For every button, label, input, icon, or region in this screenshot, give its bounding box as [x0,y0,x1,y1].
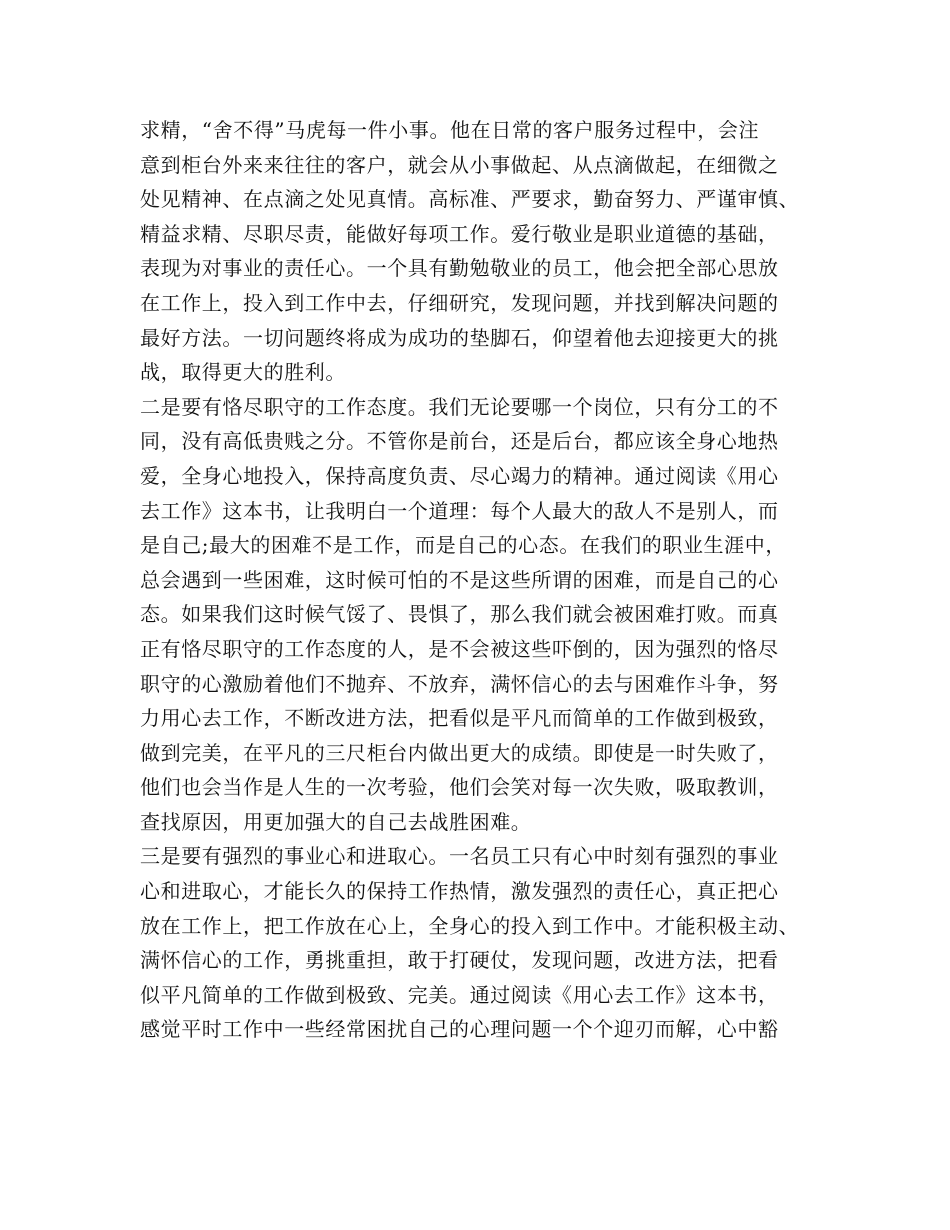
text-line: 力用心去工作，不断改进方法，把看似是平凡而简单的工作做到极致， [140,706,779,731]
text-line: 感觉平时工作中一些经常困扰自己的心理问题一个个迎刃而解，心中豁 [140,1017,779,1042]
text-line: 最好方法。一切问题终将成为成功的垫脚石，仰望着他去迎接更大的挑 [140,325,779,350]
text-line: 满怀信心的工作，勇挑重担，敢于打硬仗，发现问题，改进方法，把看 [140,948,779,973]
text-line: 放在工作上，把工作放在心上，全身心的投入到工作中。才能积极主动、 [140,913,800,938]
text-line: 态。如果我们这时候气馁了、畏惧了，那么我们就会被困难打败。而真 [140,602,779,627]
text-line: 去工作》这本书，让我明白一个道理：每个人最大的敌人不是别人，而 [140,498,779,523]
text-line: 职守的心激励着他们不抛弃、不放弃，满怀信心的去与困难作斗争，努 [140,671,779,696]
text-line: 三是要有强烈的事业心和进取心。一名员工只有心中时刻有强烈的事业 [140,844,779,869]
text-line: 他们也会当作是人生的一次考验，他们会笑对每一次失败，吸取教训， [140,775,779,800]
text-line: 处见精神、在点滴之处见真情。高标准、严要求，勤奋努力、严谨审慎、 [140,187,800,212]
text-line: 似平凡简单的工作做到极致、完美。通过阅读《用心去工作》这本书， [140,982,779,1007]
text-line: 同，没有高低贵贱之分。不管你是前台，还是后台，都应该全身心地热 [140,429,779,454]
text-line: 二是要有恪尽职守的工作态度。我们无论要哪一个岗位，只有分工的不 [140,394,779,419]
text-line: 在工作上，投入到工作中去，仔细研究，发现问题，并找到解决问题的 [140,290,779,315]
text-line: 精益求精、尽职尽责，能做好每项工作。爱行敬业是职业道德的基础， [140,221,779,246]
text-line: 战，取得更大的胜利。 [140,360,346,385]
text-line: 表现为对事业的责任心。一个具有勤勉敬业的员工，他会把全部心思放 [140,256,779,281]
text-line: 总会遇到一些困难，这时候可怕的不是这些所谓的困难，而是自己的心 [140,567,779,592]
text-line: 意到柜台外来来往往的客户，就会从小事做起、从点滴做起，在细微之 [140,152,779,177]
text-line: 正有恪尽职守的工作态度的人，是不会被这些吓倒的，因为强烈的恪尽 [140,636,779,661]
text-line: 爱，全身心地投入，保持高度负责、尽心竭力的精神。通过阅读《用心 [140,463,779,488]
body-text [140,113,830,1047]
text-line: 是自己;最大的困难不是工作，而是自己的心态。在我们的职业生涯中， [140,533,786,558]
text-line: 查找原因，用更加强大的自己去战胜困难。 [140,809,532,834]
text-line: 求精，“舍不得”马虎每一件小事。他在日常的客户服务过程中，会注 [140,118,760,142]
text-line: 心和进取心，才能长久的保持工作热情，激发强烈的责任心，真正把心 [140,879,779,904]
text-line: 做到完美，在平凡的三尺柜台内做出更大的成绩。即使是一时失败了， [140,740,779,765]
